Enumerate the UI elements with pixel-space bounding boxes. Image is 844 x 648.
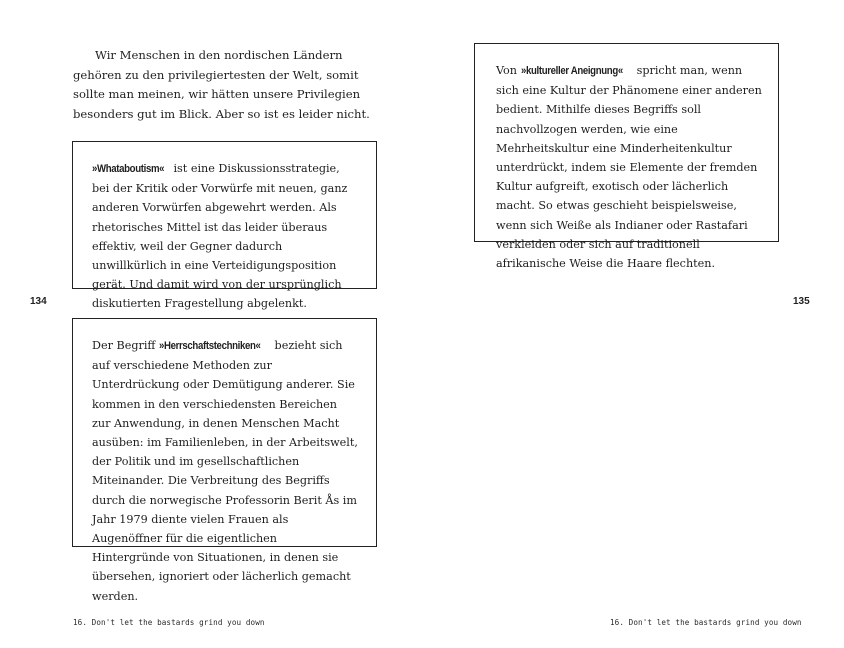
kulturelle-aneignung-paragraph	[496, 61, 762, 273]
kulturelle-aneignung-prefix: Von	[496, 64, 521, 77]
whataboutism-text: ist eine Diskussionsstrategie, bei der Kritik oder Vorwürfe mit neuen, ganz anderen Vorwürfen abgewehrt werden. Als rhetorisches Mittel ist das leider überaus effektiv, weil der Gegner dadurch unwillkürlich in eine Verteidigungsposition gerät. Und damit wird von der ursprünglich diskutierten Fragestellung abgelenkt.	[92, 162, 348, 311]
footer-left: 16. Don't let the bastards grind you down	[73, 618, 265, 627]
herrschaftstechniken-prefix: Der Begriff	[92, 339, 159, 352]
right-page	[422, 0, 844, 648]
whataboutism-box	[72, 141, 377, 311]
kulturelle-aneignung-box	[474, 43, 779, 271]
intro-paragraph	[73, 46, 381, 124]
page-number-right: 135	[793, 296, 810, 307]
kulturelle-aneignung-text: spricht man, wenn sich eine Kultur der Phänomene einer anderen bedient. Mithilfe dieses Begriffs soll nachvollzogen werden, wie eine Mehrheitskultur eine Minderheitenkultur unterdrückt, indem sie Elemente der fremden Kultur aufgreift, exotisch oder lächerlich macht. So etwas geschieht beispielsweise, wenn sich Weiße als Indianer oder Rastafari verkleiden oder sich auf traditionell afrikanische Weise die Haare flechten.	[496, 64, 762, 271]
kulturelle-aneignung-term: »kultureller Aneignung«	[520, 65, 623, 77]
page-number-left: 134	[30, 296, 47, 307]
whataboutism-paragraph	[92, 159, 358, 314]
herrschaftstechniken-paragraph	[92, 336, 358, 606]
herrschaftstechniken-term: »Herrschaftstechniken«	[158, 340, 261, 352]
intro-text: Wir Menschen in den nordischen Ländern gehören zu den privilegiertesten der Welt, somit sollte man meinen, wir hätten unsere Privilegien besonders gut im Blick. Aber so ist es leider nicht.	[73, 48, 370, 121]
herrschaftstechniken-text: bezieht sich auf verschiedene Methoden zur Unterdrückung oder Demütigung anderer. Sie kommen in den verschiedensten Bereichen zur Anwendung, in denen Menschen Macht ausüben: im Familienleben, in der Arbeitswelt, der Politik und im gesellschaftlichen Miteinander. Die Verbreitung des Begriffs durch die norwegische Professorin Berit Ås im Jahr 1979 diente vielen Frauen als Augenöffner für die eigentlichen Hintergründe von Situationen, in denen sie übersehen, ignoriert oder lächerlich gemacht werden.	[92, 339, 358, 603]
herrschaftstechniken-box	[72, 318, 377, 603]
whataboutism-term: »Whataboutism«	[92, 163, 165, 175]
footer-right: 16. Don't let the bastards grind you down	[610, 618, 802, 627]
